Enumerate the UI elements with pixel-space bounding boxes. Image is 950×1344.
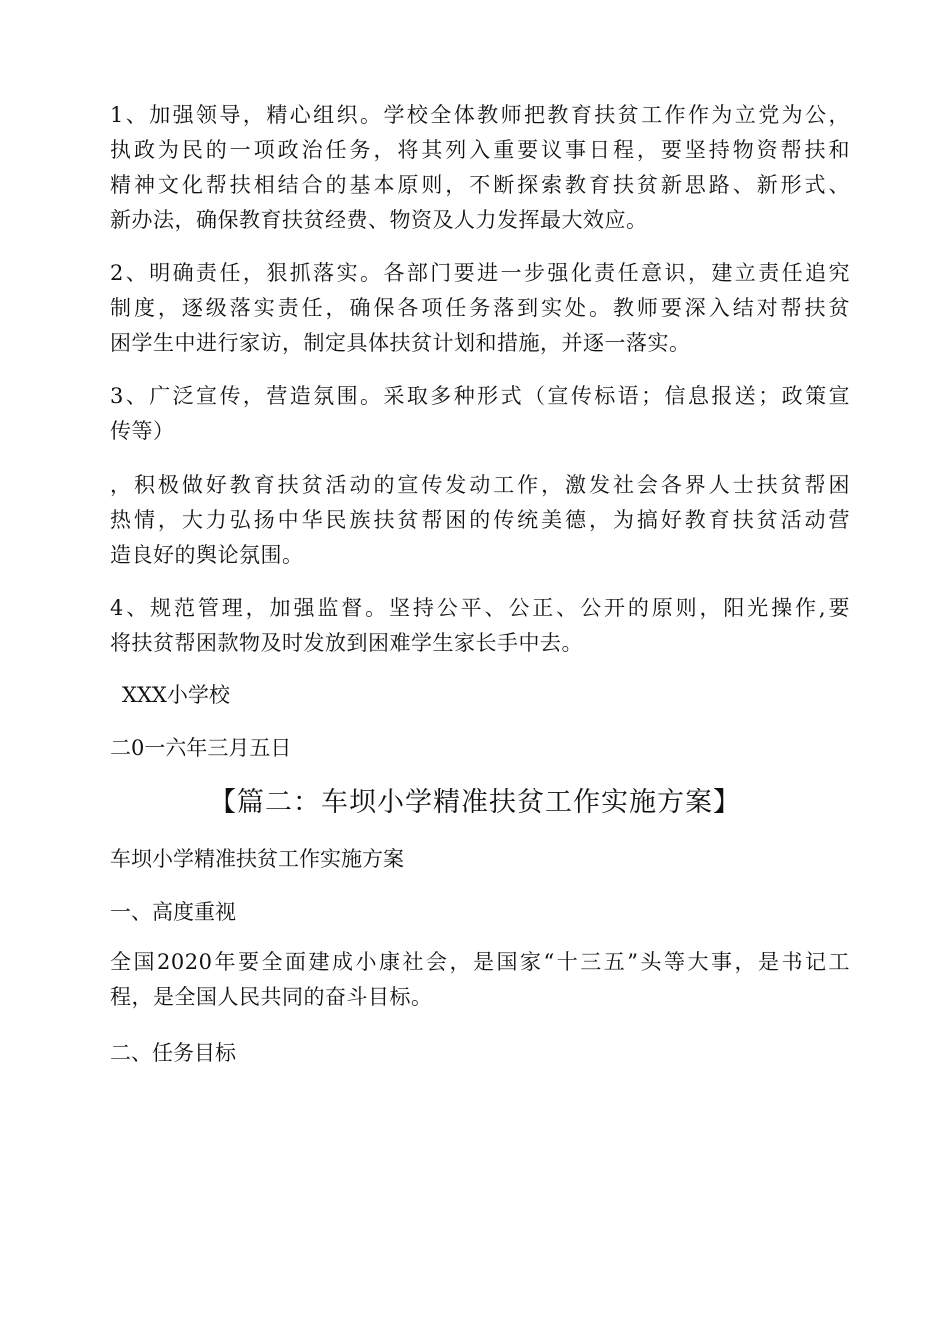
paragraph-line: 1、加强领导，精心组织。学校全体教师把教育扶贫工作作为立党为公， xyxy=(110,103,850,127)
paragraph-line: 将扶贫帮困款物及时发放到困难学生家长手中去。 xyxy=(110,631,583,655)
paragraph-2 xyxy=(110,256,850,361)
paragraph-line: 4、规范管理，加强监督。坚持公平、公正、公开的原则，阳光操作,要 xyxy=(110,596,850,620)
paragraph-line: ，积极做好教育扶贫活动的宣传发动工作，激发社会各界人士扶贫帮困 xyxy=(110,473,850,497)
paragraph-1 xyxy=(110,98,850,238)
paragraph-line: 全国2020年要全面建成小康社会，是国家“十三五”头等大事，是书记工 xyxy=(110,950,850,974)
section-heading-2: 二、任务目标 xyxy=(110,1041,236,1065)
paragraph-line: 造良好的舆论氛围。 xyxy=(110,543,304,567)
paragraph-line: 2、明确责任，狠抓落实。各部门要进一步强化责任意识，建立责任追究 xyxy=(110,261,850,285)
paragraph-line: 执政为民的一项政治任务，将其列入重要议事日程，要坚持物资帮扶和 xyxy=(110,138,850,162)
paragraph-4 xyxy=(110,468,850,573)
paragraph-line: 传等） xyxy=(110,419,175,443)
paragraph-line: 热情，大力弘扬中华民族扶贫帮困的传统美德，为搞好教育扶贫活动营 xyxy=(110,508,850,532)
paragraph-line: 困学生中进行家访，制定具体扶贫计划和措施，并逐一落实。 xyxy=(110,331,691,355)
paragraph-line: 精神文化帮扶相结合的基本原则，不断探索教育扶贫新思路、新形式、 xyxy=(110,173,850,197)
paragraph-line: 制度，逐级落实责任，确保各项任务落到实处。教师要深入结对帮扶贫 xyxy=(110,296,850,320)
paragraph-line: 程，是全国人民共同的奋斗目标。 xyxy=(110,985,433,1009)
paragraph-line: 新办法，确保教育扶贫经费、物资及人力发挥最大效应。 xyxy=(110,208,648,232)
signature-date: 二0一六年三月五日 xyxy=(110,736,292,760)
section-heading-1: 一、高度重视 xyxy=(110,900,236,924)
paragraph-5 xyxy=(110,591,850,661)
paragraph-3 xyxy=(110,379,850,449)
signature-school: XXX小学校 xyxy=(122,683,230,707)
section-subtitle: 车坝小学精准扶贫工作实施方案 xyxy=(110,847,404,871)
section-title: 【篇二：车坝小学精准扶贫工作实施方案】 xyxy=(209,787,741,818)
section-paragraph-1 xyxy=(110,945,850,1015)
paragraph-line: 3、广泛宣传，营造氛围。采取多种形式（宣传标语；信息报送；政策宣 xyxy=(110,384,850,408)
